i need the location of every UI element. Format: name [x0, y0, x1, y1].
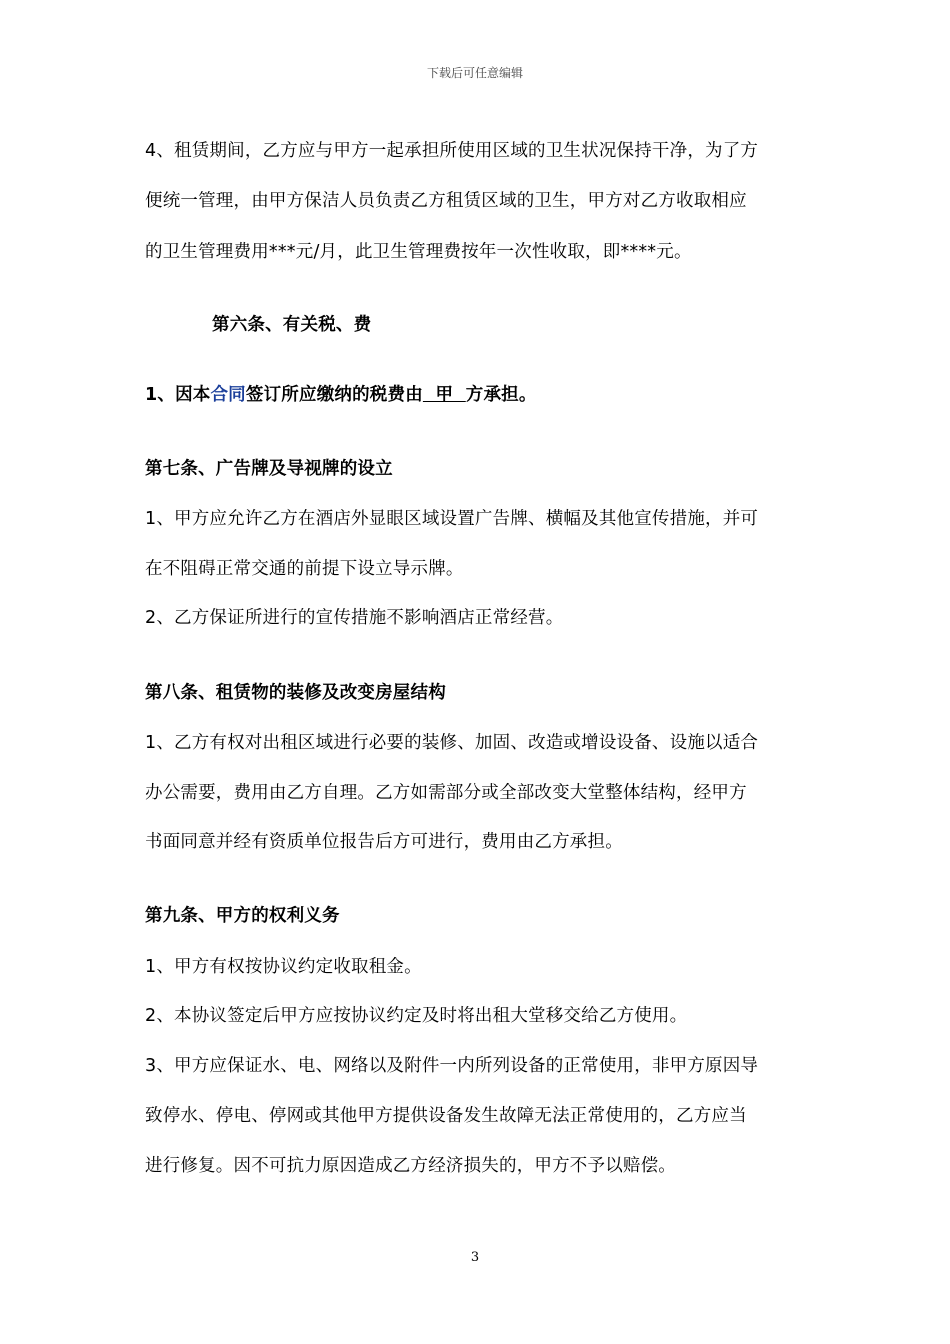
paragraph-line: 致停水、停电、停网或其他甲方提供设备发生故障无法正常使用的，乙方应当	[145, 1106, 747, 1126]
page-header: 下载后可任意编辑	[426, 66, 523, 80]
item-text: 方承担。	[465, 385, 537, 405]
paragraph-line: 在不阻碍正常交通的前提下设立导示牌。	[145, 559, 464, 579]
item-text: 签订所应缴纳的税费由	[245, 385, 423, 405]
paragraph-line: 1、甲方应允许乙方在酒店外显眼区域设置广告牌、横幅及其他宣传措施，并可	[145, 509, 759, 529]
paragraph-line: 2、本协议签定后甲方应按协议约定及时将出租大堂移交给乙方使用。	[145, 1006, 688, 1026]
paragraph-line: 进行修复。因不可抗力原因造成乙方经济损失的，甲方不予以赔偿。	[145, 1156, 676, 1176]
paragraph-line: 4、租赁期间，乙方应与甲方一起承担所使用区域的卫生状况保持干净，为了方	[145, 141, 759, 161]
paragraph-line: 2、乙方保证所进行的宣传措施不影响酒店正常经营。	[145, 608, 564, 628]
paragraph-line: 1、甲方有权按协议约定收取租金。	[145, 957, 422, 977]
item-text: 1、因本	[145, 385, 211, 405]
article-6-title: 第六条、有关税、费	[212, 315, 372, 335]
article-7-title: 第七条、广告牌及导视牌的设立	[145, 459, 393, 479]
paragraph-line: 3、甲方应保证水、电、网络以及附件一内所列设备的正常使用，非甲方原因导	[145, 1056, 759, 1076]
paragraph-line: 的卫生管理费用***元/月，此卫生管理费按年一次性收取，即****元。	[145, 242, 692, 262]
paragraph-line: 办公需要，费用由乙方自理。乙方如需部分或全部改变大堂整体结构，经甲方	[145, 783, 747, 803]
paragraph-line: 书面同意并经有资质单位报告后方可进行，费用由乙方承担。	[145, 832, 623, 852]
page-number: 3	[470, 1250, 480, 1265]
contract-link[interactable]: 合同	[210, 385, 246, 405]
article-9-title: 第九条、甲方的权利义务	[145, 906, 340, 926]
paragraph-line: 1、乙方有权对出租区域进行必要的装修、加固、改造或增设设备、设施以适合	[145, 733, 759, 753]
paragraph-line: 便统一管理，由甲方保洁人员负责乙方租赁区域的卫生，甲方对乙方收取相应	[145, 191, 747, 211]
party-fill: 甲	[422, 385, 466, 405]
article-6-item-1	[145, 383, 815, 407]
article-8-title: 第八条、租赁物的装修及改变房屋结构	[145, 683, 446, 703]
